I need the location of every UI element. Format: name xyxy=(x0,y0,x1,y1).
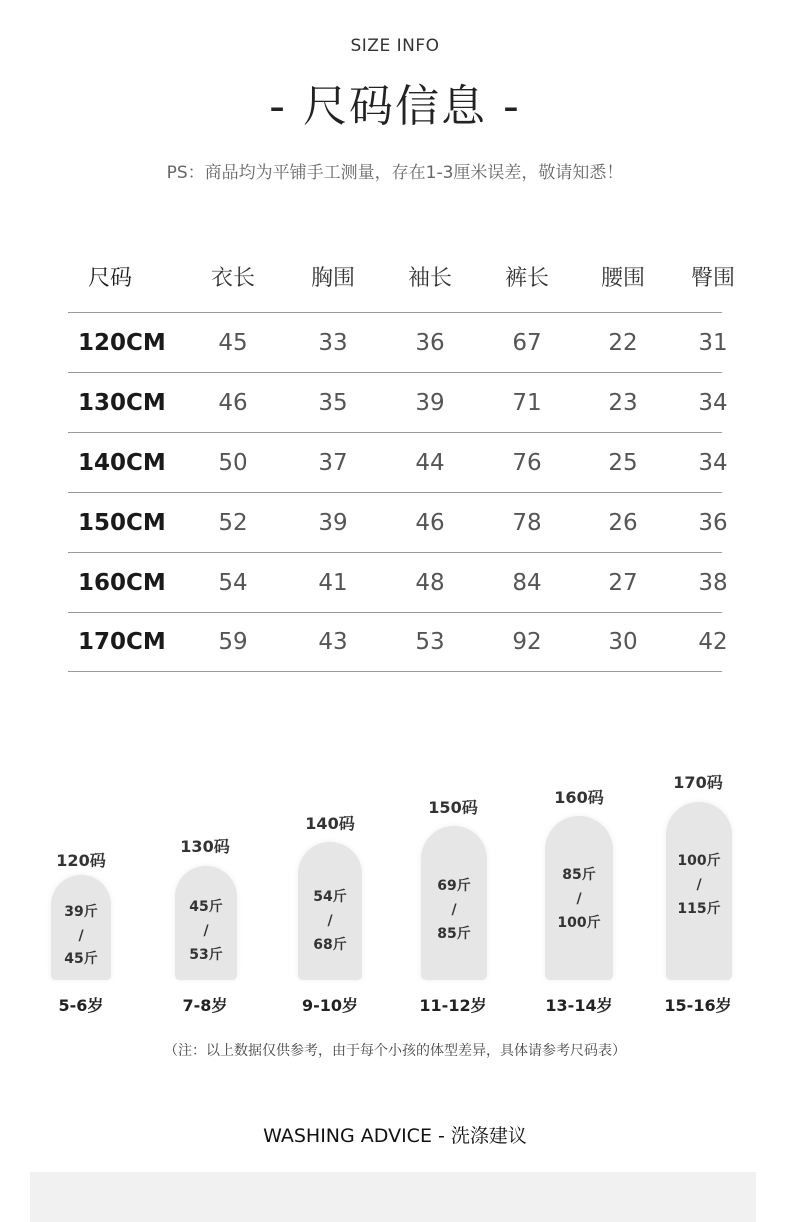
cell-pants-length: 76 xyxy=(512,449,542,476)
header-length: 衣长 xyxy=(210,265,255,291)
reference-note: （注：以上数据仅供参考，由于每个小孩的体型差异，具体请参考尺码表） xyxy=(164,1043,626,1059)
cell-length: 50 xyxy=(218,449,248,476)
weight-sep: / xyxy=(576,891,582,907)
figure-silhouette xyxy=(298,842,362,980)
figure-size-label: 150码 xyxy=(428,798,478,817)
cell-waist: 26 xyxy=(608,509,638,536)
table-row xyxy=(68,312,728,372)
cell-length: 45 xyxy=(218,329,248,356)
row-size: 130CM xyxy=(78,389,166,416)
table-row xyxy=(68,432,728,492)
age-label: 13-14岁 xyxy=(545,996,613,1015)
weight-high: 45斤 xyxy=(64,951,98,967)
weight-sep: / xyxy=(696,877,702,893)
cell-length: 59 xyxy=(218,629,248,655)
washing-advice-title: WASHING ADVICE - 洗涤建议 xyxy=(263,1125,527,1147)
section-title-cn: - 尺码信息 - xyxy=(269,81,521,132)
cell-hip: 34 xyxy=(698,389,728,416)
cell-sleeve: 48 xyxy=(415,569,445,596)
figure-size-label: 170码 xyxy=(673,773,723,792)
header-sleeve: 袖长 xyxy=(407,265,452,291)
cell-length: 52 xyxy=(218,509,248,536)
figure-size-label: 140码 xyxy=(305,814,355,833)
cell-pants-length: 84 xyxy=(512,569,542,596)
cell-sleeve: 44 xyxy=(415,449,445,476)
table-row xyxy=(68,612,728,672)
age-label: 15-16岁 xyxy=(664,996,732,1015)
cell-pants-length: 71 xyxy=(512,389,542,416)
cell-pants-length: 92 xyxy=(512,629,542,655)
weight-high: 53斤 xyxy=(189,947,223,963)
cell-waist: 22 xyxy=(608,329,638,356)
weight-low: 54斤 xyxy=(313,889,347,905)
table-row xyxy=(68,372,728,432)
cell-sleeve: 46 xyxy=(415,509,445,536)
table-row xyxy=(68,552,728,612)
cell-waist: 30 xyxy=(608,629,638,655)
weight-high: 68斤 xyxy=(313,937,347,953)
cell-waist: 25 xyxy=(608,449,638,476)
table-header xyxy=(68,240,735,312)
cell-hip: 38 xyxy=(698,569,728,596)
cell-hip: 36 xyxy=(698,509,728,536)
cell-chest: 35 xyxy=(318,389,348,416)
weight-sep: / xyxy=(451,902,457,918)
weight-low: 39斤 xyxy=(64,904,98,920)
age-label: 9-10岁 xyxy=(301,996,359,1015)
header-hip: 臀围 xyxy=(690,265,735,291)
header-size: 尺码 xyxy=(88,265,133,291)
row-size: 120CM xyxy=(78,329,166,356)
cell-sleeve: 39 xyxy=(415,389,445,416)
weight-sep: / xyxy=(327,913,333,929)
washing-advice-panel xyxy=(30,1172,756,1222)
cell-chest: 39 xyxy=(318,509,348,536)
section-title-en: SIZE INFO xyxy=(350,36,440,56)
row-size: 170CM xyxy=(78,629,166,655)
header-waist: 腰围 xyxy=(600,265,645,291)
figure-silhouette xyxy=(175,866,237,980)
figure-silhouette xyxy=(51,875,111,980)
weight-sep: / xyxy=(203,923,209,939)
weight-sep: / xyxy=(78,928,84,944)
weight-high: 115斤 xyxy=(677,901,721,917)
cell-sleeve: 36 xyxy=(415,329,445,356)
cell-pants-length: 67 xyxy=(512,329,542,356)
age-label: 7-8岁 xyxy=(182,996,228,1015)
cell-hip: 31 xyxy=(698,329,728,356)
cell-hip: 34 xyxy=(698,449,728,476)
weight-high: 100斤 xyxy=(557,915,601,931)
figure-silhouette xyxy=(421,826,487,980)
figure-size-label: 160码 xyxy=(554,788,604,807)
cell-sleeve: 53 xyxy=(415,629,445,655)
age-label: 11-12岁 xyxy=(419,996,487,1015)
figure-silhouette xyxy=(545,816,613,980)
weight-low: 45斤 xyxy=(189,899,223,915)
size-table xyxy=(68,240,735,672)
figure-size-label: 120码 xyxy=(56,851,106,870)
row-size: 160CM xyxy=(78,569,166,596)
weight-low: 69斤 xyxy=(437,878,471,894)
cell-waist: 27 xyxy=(608,569,638,596)
cell-hip: 42 xyxy=(698,629,728,655)
cell-chest: 43 xyxy=(318,629,348,655)
header-chest: 胸围 xyxy=(310,265,355,291)
cell-length: 54 xyxy=(218,569,248,596)
figure-size-label: 130码 xyxy=(180,837,230,856)
table-row xyxy=(68,492,728,552)
row-size: 150CM xyxy=(78,509,166,536)
weight-low: 85斤 xyxy=(562,867,596,883)
measurement-note: PS：商品均为平铺手工测量，存在1-3厘米误差，敬请知悉！ xyxy=(166,163,624,183)
cell-chest: 37 xyxy=(318,449,348,476)
header-pants-length: 裤长 xyxy=(504,265,549,291)
age-label: 5-6岁 xyxy=(58,996,104,1015)
cell-pants-length: 78 xyxy=(512,509,542,536)
figure-silhouette xyxy=(666,802,732,980)
weight-low: 100斤 xyxy=(677,853,721,869)
cell-chest: 33 xyxy=(318,329,348,356)
cell-waist: 23 xyxy=(608,389,638,416)
row-size: 140CM xyxy=(78,449,166,476)
cell-chest: 41 xyxy=(318,569,348,596)
weight-high: 85斤 xyxy=(437,926,471,942)
cell-length: 46 xyxy=(218,389,248,416)
